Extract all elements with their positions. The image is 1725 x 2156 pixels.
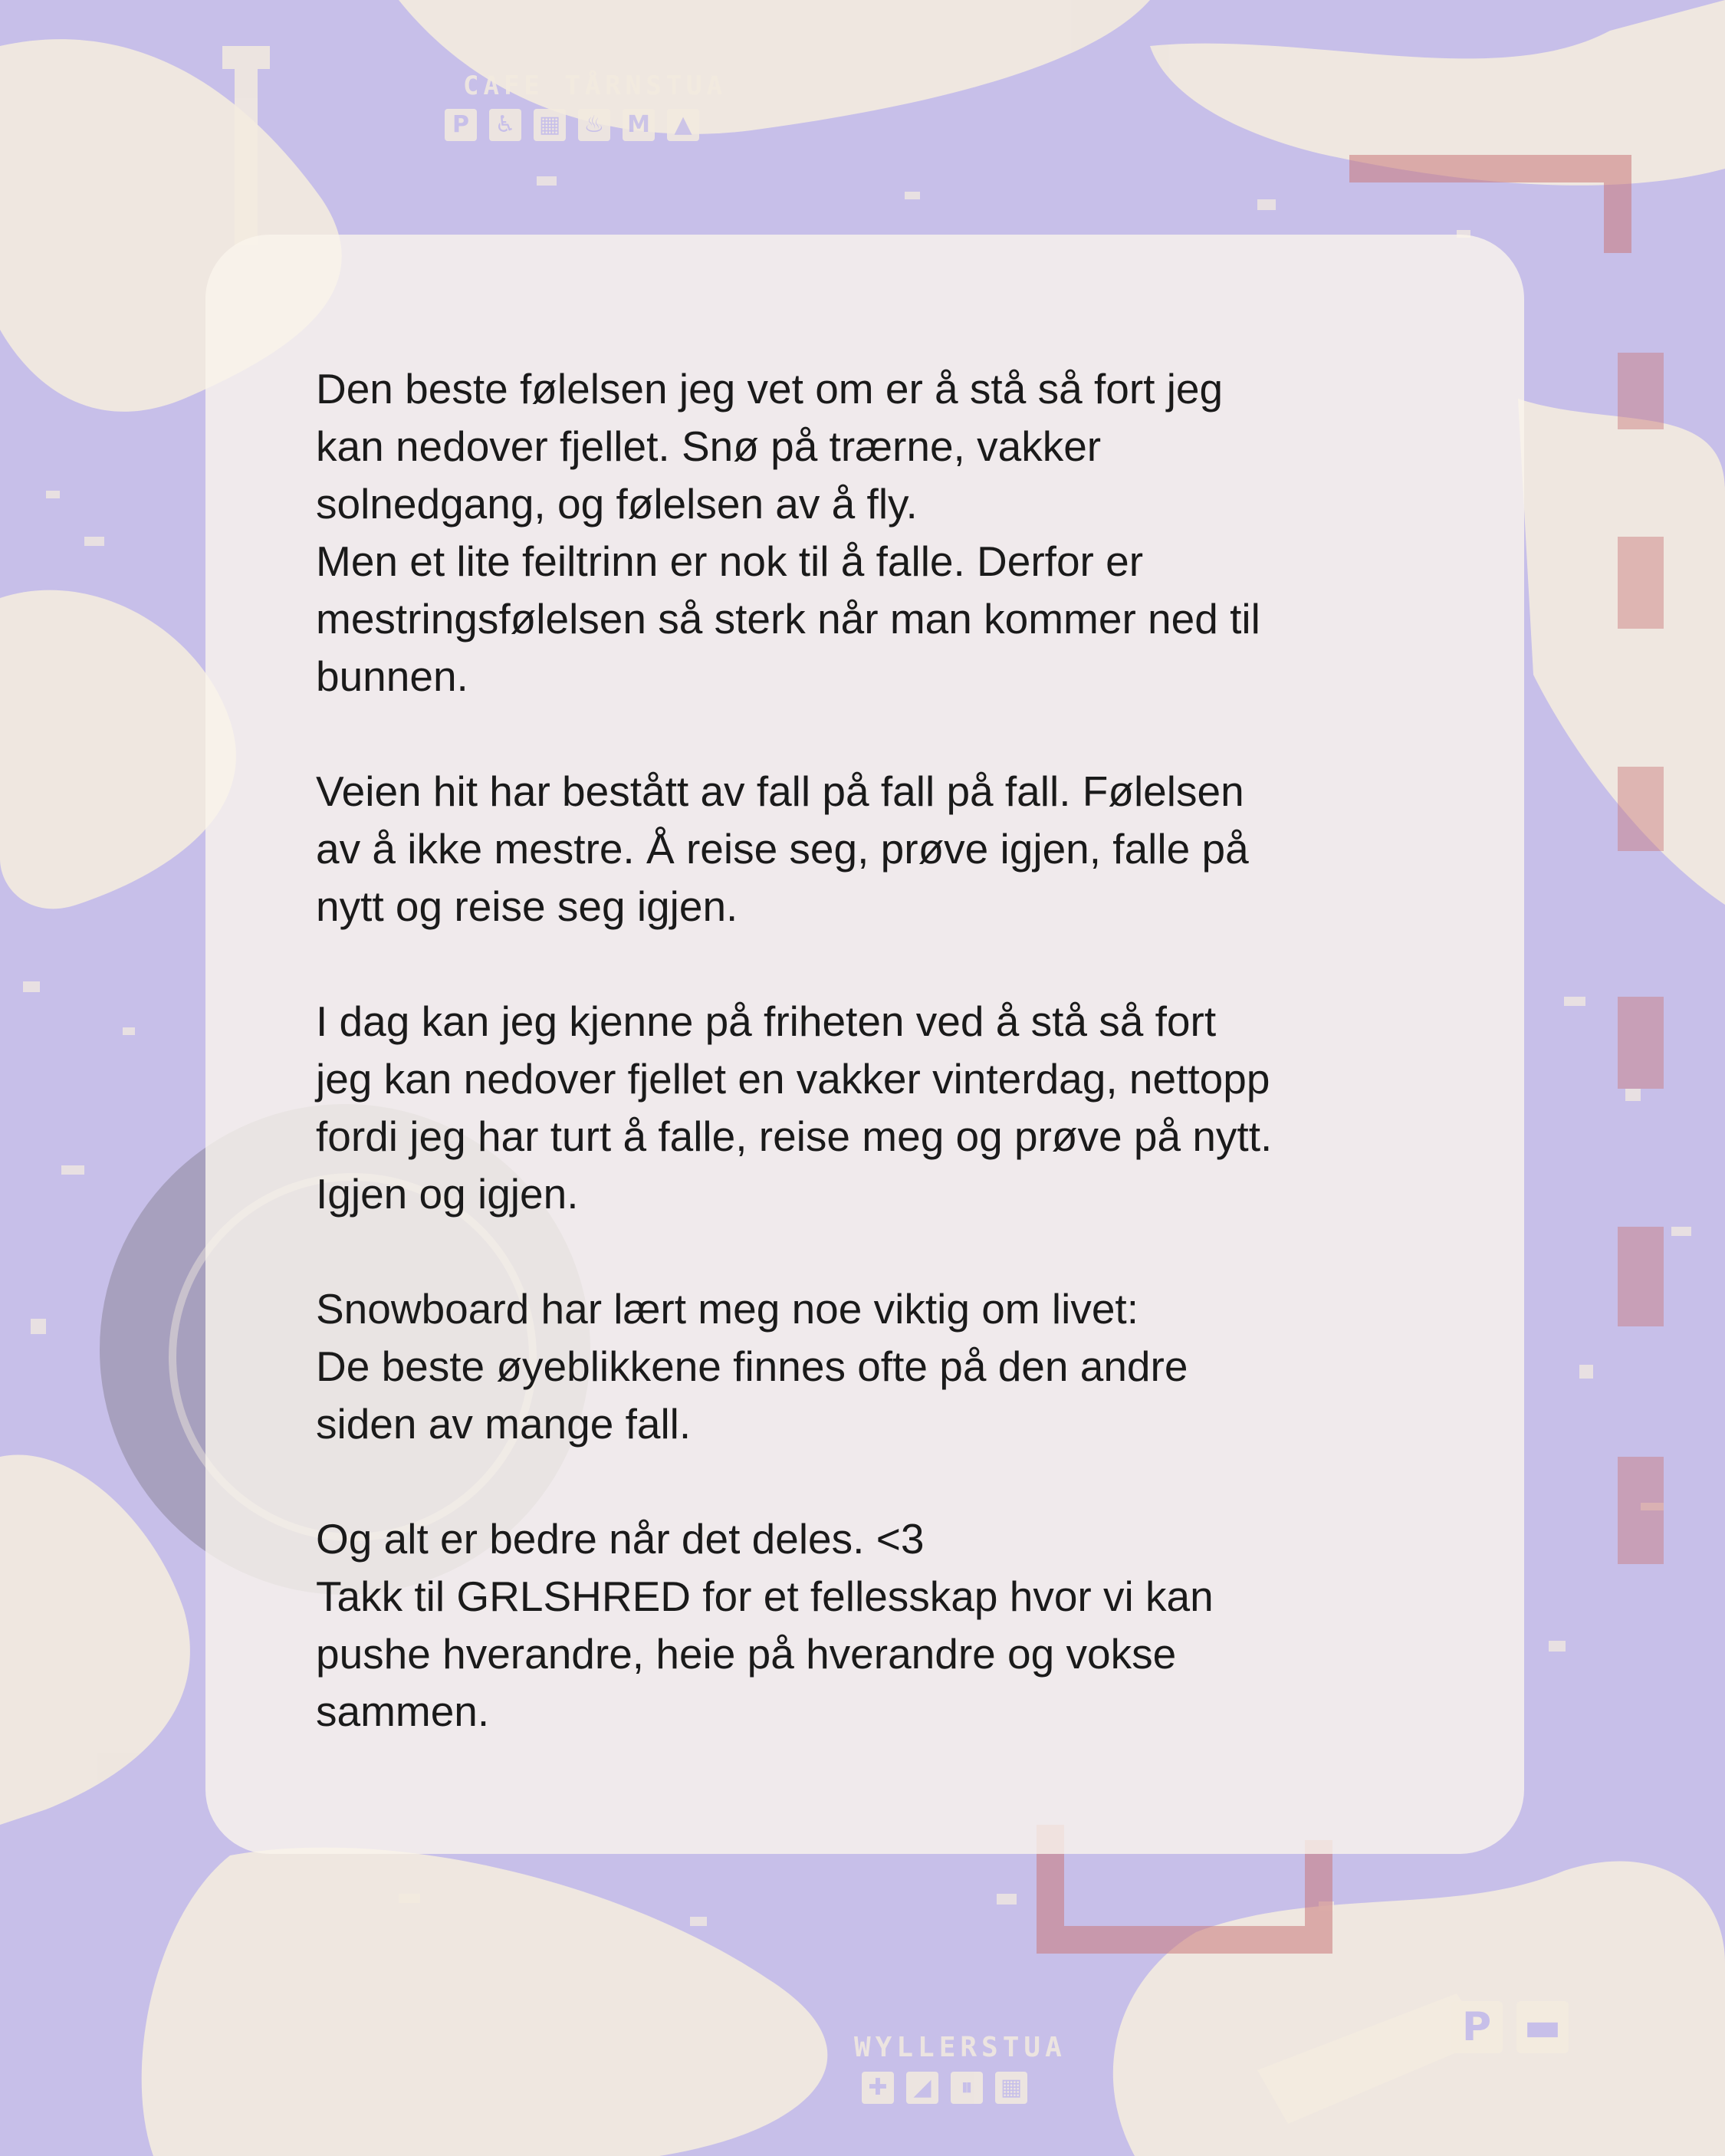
text-line: sammen. — [316, 1688, 490, 1735]
ski-rental-icon: ◢ — [906, 2072, 938, 2104]
text-line: fordi jeg har turt å falle, reise meg og prøve på nytt. — [316, 1113, 1273, 1160]
text-line: Takk til GRLSHRED for et fellesskap hvor vi kan — [316, 1573, 1214, 1620]
text-line: Men et lite feiltrinn er nok til å falle. Derfor er — [316, 537, 1144, 585]
text-line: De beste øyeblikkene finnes ofte på den andre — [316, 1343, 1188, 1390]
wyllerstua-amenity-icons — [862, 2072, 1027, 2104]
viewpoint-icon: ▲ — [667, 109, 699, 141]
text-line: Veien hit har bestått av fall på fall på fall. Følelsen — [316, 767, 1244, 815]
text-line: mestringsfølelsen så sterk når man kommer ned til — [316, 595, 1260, 643]
map-label-wyllerstua: WYLLERSTUA — [854, 2032, 1066, 2063]
text-line: Og alt er bedre når det deles. <3 — [316, 1515, 925, 1563]
paragraph — [316, 360, 1435, 705]
toilet-icon: ♨ — [578, 109, 610, 141]
restaurant-icon: ▦ — [995, 2072, 1027, 2104]
text-line: bunnen. — [316, 652, 468, 700]
bus-icon: ▬ — [1516, 2001, 1569, 2053]
map-label-cafe: CAFE TÅRNSTUA — [463, 71, 728, 101]
text-line: av å ikke mestre. Å reise seg, prøve igjen, falle på — [316, 825, 1249, 873]
paragraph — [316, 1510, 1435, 1740]
text-line: nytt og reise seg igjen. — [316, 882, 738, 930]
accessible-icon: ♿ — [489, 109, 521, 141]
story-text — [316, 360, 1435, 1740]
corner-transport-icons — [1451, 2001, 1569, 2053]
toilet-icon: ⏸ — [951, 2072, 983, 2104]
shop-icon: M — [623, 109, 655, 141]
first-aid-icon: ✚ — [862, 2072, 894, 2104]
paragraph — [316, 763, 1435, 935]
text-line: kan nedover fjellet. Snø på trærne, vakker — [316, 422, 1102, 470]
parking-icon: P — [445, 109, 477, 141]
restaurant-icon: ▦ — [534, 109, 566, 141]
cafe-amenity-icons — [445, 109, 699, 141]
text-line: solnedgang, og følelsen av å fly. — [316, 480, 918, 527]
text-line: I dag kan jeg kjenne på friheten ved å stå så fort — [316, 997, 1217, 1045]
text-line: jeg kan nedover fjellet en vakker vinterdag, nettopp — [316, 1055, 1270, 1103]
text-line: siden av mange fall. — [316, 1400, 692, 1448]
paragraph — [316, 993, 1435, 1223]
text-line: Den beste følelsen jeg vet om er å stå så fort jeg — [316, 365, 1224, 412]
text-line: pushe hverandre, heie på hverandre og vokse — [316, 1630, 1177, 1678]
text-line: Igjen og igjen. — [316, 1170, 579, 1218]
text-line: Snowboard har lært meg noe viktig om livet: — [316, 1285, 1138, 1333]
parking-icon: P — [1451, 2001, 1503, 2053]
paragraph — [316, 1280, 1435, 1453]
